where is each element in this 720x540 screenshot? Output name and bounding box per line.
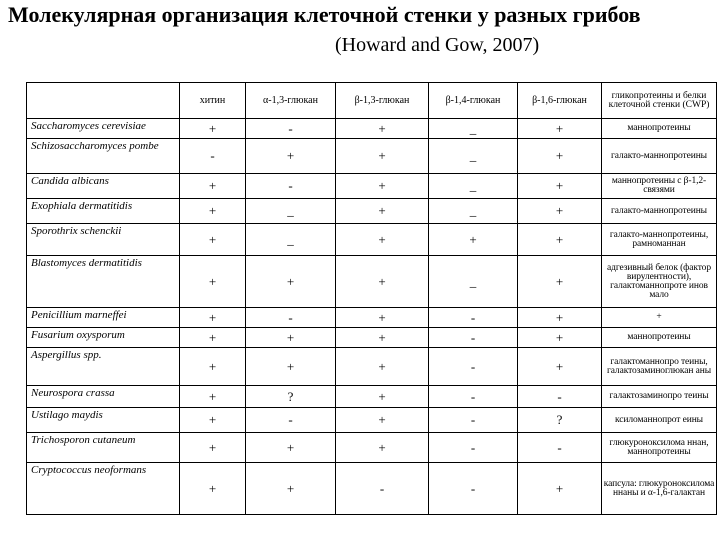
table-row [27, 308, 717, 328]
table-row [27, 328, 717, 348]
presence-cell: - [429, 408, 518, 433]
presence-cell: - [429, 386, 518, 408]
presence-cell: + [180, 119, 246, 139]
presence-cell: + [518, 174, 602, 199]
presence-cell: _ [429, 199, 518, 224]
table-row [27, 408, 717, 433]
presence-cell: - [180, 139, 246, 174]
slide-subtitle: (Howard and Gow, 2007) [335, 34, 540, 56]
presence-cell: - [246, 408, 336, 433]
presence-cell: + [518, 348, 602, 386]
presence-cell: + [518, 256, 602, 308]
organism-name: Aspergillus spp. [27, 348, 180, 386]
presence-cell: - [429, 433, 518, 463]
presence-cell: + [336, 199, 429, 224]
presence-cell: - [246, 119, 336, 139]
presence-cell: + [246, 139, 336, 174]
presence-cell: + [246, 348, 336, 386]
presence-cell: + [336, 408, 429, 433]
cell-wall-protein-note: галактозаминопро теины [602, 386, 717, 408]
table-row [27, 119, 717, 139]
table-row [27, 199, 717, 224]
presence-cell: + [180, 308, 246, 328]
organism-name: Cryptococcus neoformans [27, 463, 180, 515]
presence-cell: + [336, 256, 429, 308]
organism-name: Candida albicans [27, 174, 180, 199]
presence-cell: + [518, 463, 602, 515]
presence-cell: _ [429, 174, 518, 199]
organism-name: Fusarium oxysporum [27, 328, 180, 348]
presence-cell: + [336, 348, 429, 386]
presence-cell: - [429, 328, 518, 348]
cell-wall-protein-note: галактоманнопро теины, галактозаминоглюкан аны [602, 348, 717, 386]
table-row [27, 224, 717, 256]
presence-cell: + [336, 308, 429, 328]
presence-cell: + [429, 224, 518, 256]
table-row [27, 348, 717, 386]
presence-cell: + [518, 308, 602, 328]
presence-cell: + [180, 224, 246, 256]
presence-cell: + [336, 433, 429, 463]
organism-name: Blastomyces dermatitidis [27, 256, 180, 308]
presence-cell: + [246, 256, 336, 308]
table-row [27, 174, 717, 199]
organism-name: Sporothrix schenckii [27, 224, 180, 256]
cell-wall-protein-note: маннопротеины [602, 119, 717, 139]
cell-wall-table [26, 82, 717, 515]
header-cell: гликопротеины и белки клеточной стенки (CWP) [602, 83, 717, 119]
presence-cell: + [180, 199, 246, 224]
presence-cell: + [246, 463, 336, 515]
cell-wall-protein-note: капсула: глюкуроноксилома ннаны и α-1,6-галактан [602, 463, 717, 515]
presence-cell: + [518, 328, 602, 348]
presence-cell: - [429, 348, 518, 386]
slide-title: Молекулярная организация клеточной стенки у разных грибов [8, 2, 641, 27]
presence-cell: - [336, 463, 429, 515]
organism-name: Trichosporon cutaneum [27, 433, 180, 463]
presence-cell: + [246, 433, 336, 463]
presence-cell: + [180, 408, 246, 433]
presence-cell: + [518, 139, 602, 174]
header-cell: β-1,3-глюкан [336, 83, 429, 119]
presence-cell: _ [429, 139, 518, 174]
presence-cell: + [336, 119, 429, 139]
presence-cell: + [518, 224, 602, 256]
cell-wall-protein-note: ксиломаннопрот еины [602, 408, 717, 433]
header-cell: β-1,4-глюкан [429, 83, 518, 119]
cell-wall-protein-note: галакто-маннопротеины [602, 199, 717, 224]
table-row [27, 139, 717, 174]
cell-wall-protein-note: + [602, 308, 717, 328]
cell-wall-protein-note: маннопротеины [602, 328, 717, 348]
presence-cell: _ [246, 199, 336, 224]
presence-cell: + [518, 199, 602, 224]
table-row [27, 433, 717, 463]
presence-cell: + [180, 174, 246, 199]
table-row [27, 463, 717, 515]
header-cell [27, 83, 180, 119]
presence-cell: + [180, 348, 246, 386]
presence-cell: + [336, 139, 429, 174]
presence-cell: + [180, 386, 246, 408]
presence-cell: _ [429, 256, 518, 308]
presence-cell: + [336, 386, 429, 408]
header-row [27, 83, 717, 119]
table-row [27, 386, 717, 408]
presence-cell: - [518, 433, 602, 463]
cell-wall-protein-note: адгезивный белок (фактор вирулентности), галактоманнопроте инов мало [602, 256, 717, 308]
cell-wall-protein-note: глюкуроноксилома ннан, маннопротеины [602, 433, 717, 463]
presence-cell: - [429, 463, 518, 515]
presence-cell: ? [518, 408, 602, 433]
presence-cell: + [336, 174, 429, 199]
cell-wall-protein-note: галакто-маннопротеины [602, 139, 717, 174]
presence-cell: - [246, 308, 336, 328]
table-row [27, 256, 717, 308]
cell-wall-protein-note: маннопротеины с β-1,2-связями [602, 174, 717, 199]
organism-name: Ustilago maydis [27, 408, 180, 433]
header-cell: β-1,6-глюкан [518, 83, 602, 119]
presence-cell: + [180, 433, 246, 463]
presence-cell: + [180, 256, 246, 308]
presence-cell: _ [246, 224, 336, 256]
header-cell: α-1,3-глюкан [246, 83, 336, 119]
presence-cell: - [518, 386, 602, 408]
organism-name: Exophiala dermatitidis [27, 199, 180, 224]
presence-cell: - [429, 308, 518, 328]
presence-cell: ? [246, 386, 336, 408]
cell-wall-protein-note: галакто-маннопротеины, рамноманнан [602, 224, 717, 256]
presence-cell: + [246, 328, 336, 348]
organism-name: Saccharomyces cerevisiae [27, 119, 180, 139]
organism-name: Penicillium marneffei [27, 308, 180, 328]
header-cell: хитин [180, 83, 246, 119]
organism-name: Neurospora crassa [27, 386, 180, 408]
organism-name: Schizosaccharomyces pombe [27, 139, 180, 174]
presence-cell: + [180, 463, 246, 515]
presence-cell: + [518, 119, 602, 139]
presence-cell: + [180, 328, 246, 348]
presence-cell: - [246, 174, 336, 199]
presence-cell: + [336, 224, 429, 256]
presence-cell: _ [429, 119, 518, 139]
presence-cell: + [336, 328, 429, 348]
